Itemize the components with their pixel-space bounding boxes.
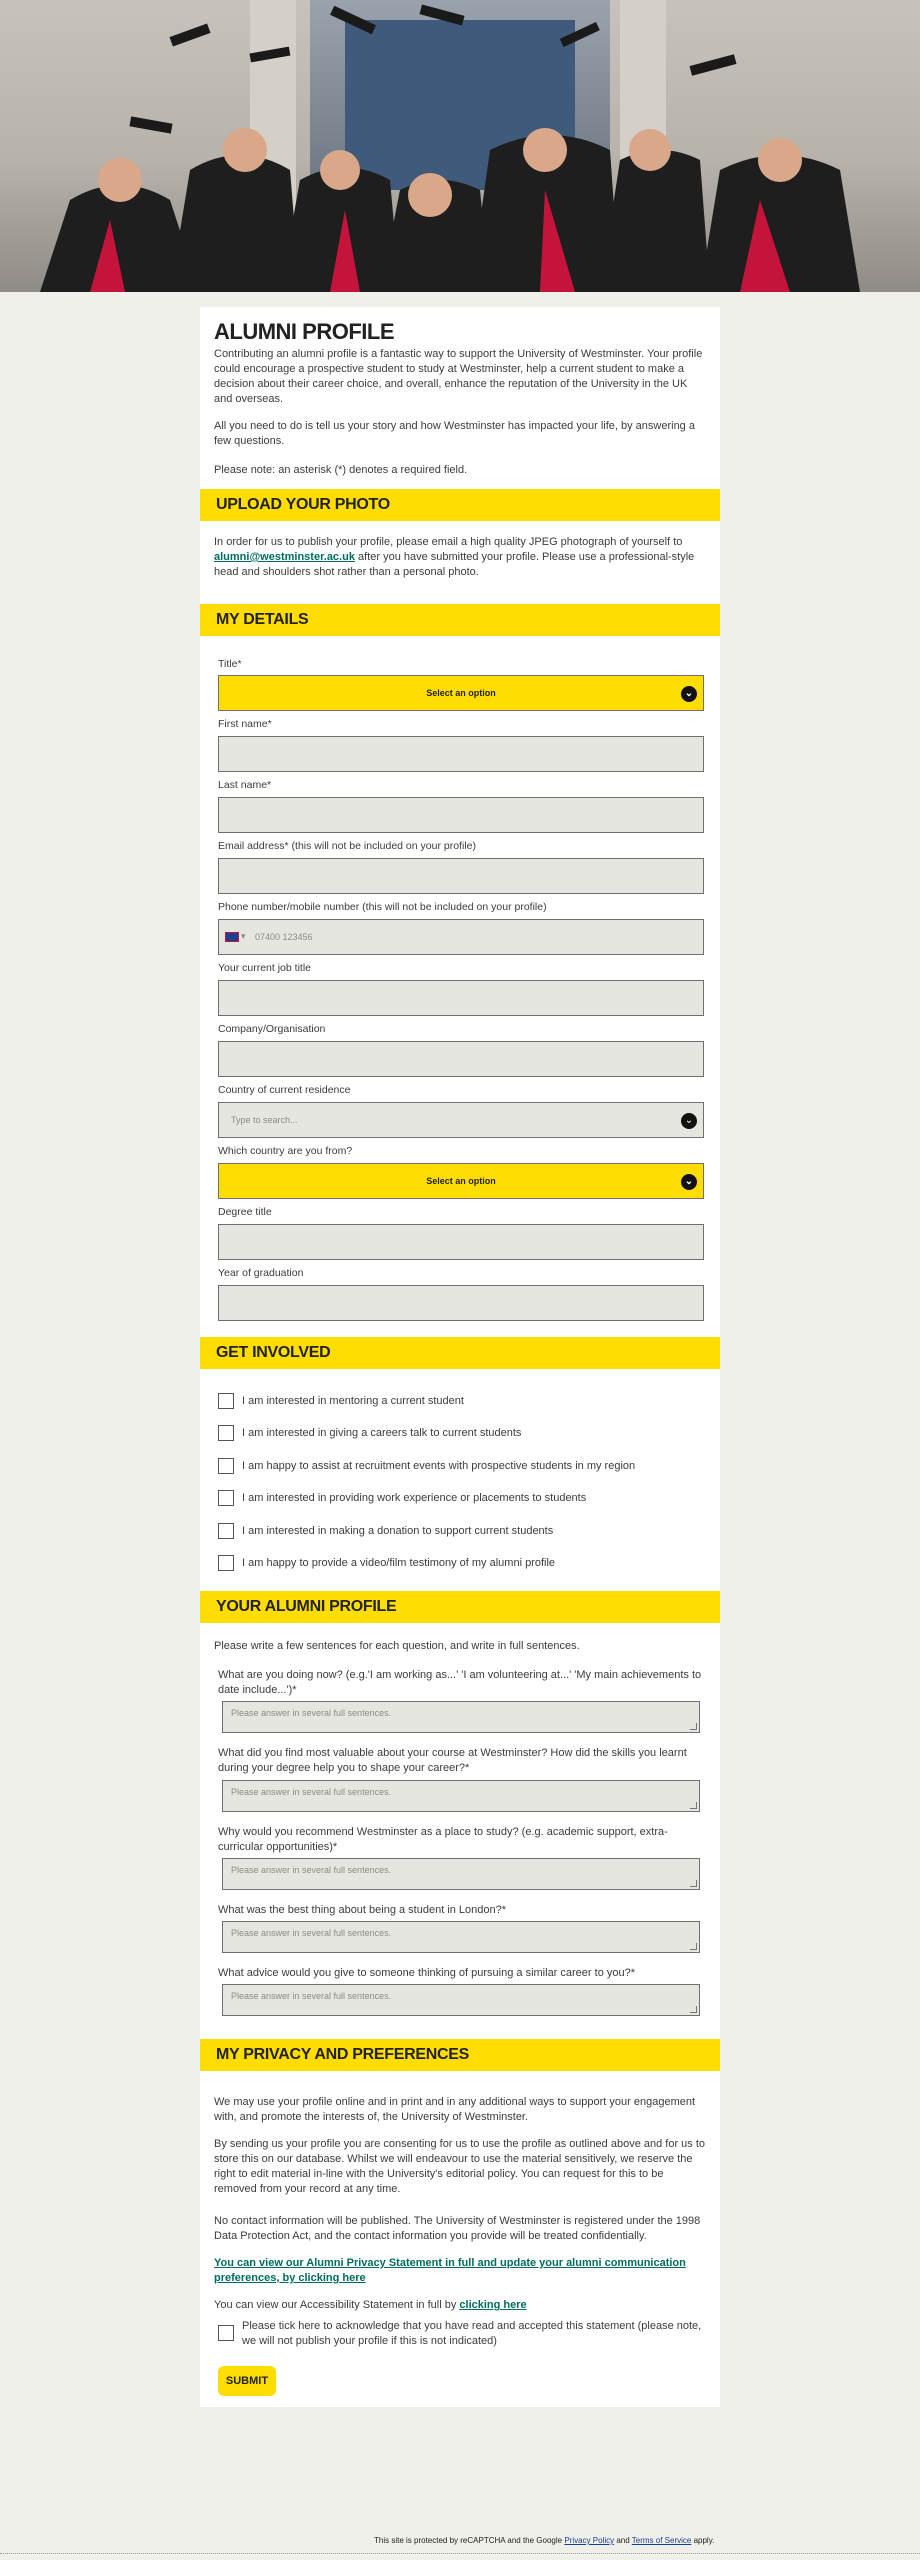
- consent-checkbox[interactable]: [218, 2325, 234, 2341]
- chevron-down-icon: ⌄: [681, 686, 697, 702]
- checkbox-work-experience[interactable]: [218, 1490, 234, 1506]
- accessibility-link[interactable]: clicking here: [459, 2299, 527, 2311]
- upload-heading: UPLOAD YOUR PHOTO: [200, 489, 720, 521]
- page-title: ALUMNI PROFILE: [214, 319, 394, 344]
- question-5: What advice would you give to someone thinking of pursuing a similar career to you?*: [218, 1967, 636, 1979]
- question-2: What did you find most valuable about your course at Westminster? How did the skills you learnt during your degree help you to shape your career?*: [218, 1747, 687, 1774]
- graduates-illustration: [0, 0, 920, 292]
- hero-image: [0, 0, 920, 292]
- recaptcha-notice: This site is protected by reCAPTCHA and the Google Privacy Policy and Terms of Service apply.: [374, 2536, 715, 2545]
- phone-label: Phone number/mobile number (this will not be included on your profile): [218, 901, 547, 913]
- country-from-label: Which country are you from?: [218, 1145, 353, 1157]
- privacy-para-2: By sending us your profile you are consenting for us to use the profile as outlined above and for us to store this on our database. Whilst we will endeavour to use the material sensitively, we reserve the right to edit material in-line with the University's editorial policy. You can request for this to be removed from your record at any time.: [214, 2138, 706, 2195]
- company-field[interactable]: [218, 1041, 704, 1077]
- year-field[interactable]: [218, 1285, 704, 1321]
- upload-instructions: In order for us to publish your profile, please email a high quality JPEG photograph of yourself to alumni@westminster.ac.uk after you have submitted your profile. Please use a professional-style head and shoulders shot rather than a personal photo.: [214, 536, 695, 578]
- answer-4-textarea[interactable]: Please answer in several full sentences.: [222, 1921, 700, 1953]
- uk-flag-icon[interactable]: [225, 932, 239, 942]
- checkbox-donation[interactable]: [218, 1523, 234, 1539]
- terms-link[interactable]: Terms of Service: [631, 2536, 692, 2545]
- job-label: Your current job title: [218, 962, 311, 974]
- title-select[interactable]: Select an option ⌄: [218, 675, 704, 711]
- degree-field[interactable]: [218, 1224, 704, 1260]
- alumni-email-link[interactable]: alumni@westminster.ac.uk: [214, 551, 355, 563]
- submit-button[interactable]: SUBMIT: [218, 2366, 276, 2396]
- checkbox-label: I am happy to assist at recruitment events with prospective students in my region: [242, 1460, 636, 1472]
- checkbox-label: I am interested in giving a careers talk to current students: [242, 1427, 522, 1439]
- degree-label: Degree title: [218, 1206, 272, 1218]
- question-3: Why would you recommend Westminster as a place to study? (e.g. academic support, extra-curricular opportunities)*: [218, 1826, 668, 1853]
- required-note: Please note: an asterisk (*) denotes a required field.: [214, 464, 468, 476]
- country-from-select[interactable]: Select an option ⌄: [218, 1163, 704, 1199]
- job-title-field[interactable]: [218, 980, 704, 1016]
- alumni-form-card: [200, 307, 720, 2407]
- privacy-policy-link[interactable]: Privacy Policy: [564, 2536, 615, 2545]
- first-name-field[interactable]: [218, 736, 704, 772]
- checkbox-label: I am interested in providing work experience or placements to students: [242, 1492, 587, 1504]
- last-name-label: Last name*: [218, 779, 272, 791]
- year-label: Year of graduation: [218, 1267, 304, 1279]
- privacy-para-1: We may use your profile online and in print and in any additional ways to support your engagement with, and promote the interests of, the University of Westminster.: [214, 2096, 696, 2123]
- chevron-down-icon: ⌄: [681, 1113, 697, 1129]
- answer-1-textarea[interactable]: Please answer in several full sentences.: [222, 1701, 700, 1733]
- checkbox-recruitment[interactable]: [218, 1458, 234, 1474]
- intro-paragraph: Contributing an alumni profile is a fantastic way to support the University of Westminster. Your profile could encourage a prospective student to study at Westminster, help a current student to make a decision about their career choice, and overall, enhance the reputation of the University in the UK and overseas.: [214, 348, 703, 405]
- question-1: What are you doing now? (e.g.'I am working as...' 'I am volunteering at...' 'My main achievements to date include...')*: [218, 1669, 702, 1696]
- checkbox-label: I am happy to provide a video/film testimony of my alumni profile: [242, 1557, 556, 1569]
- email-field[interactable]: [218, 858, 704, 894]
- chevron-down-icon: ⌄: [681, 1174, 697, 1190]
- profile-heading: YOUR ALUMNI PROFILE: [200, 1591, 720, 1623]
- answer-2-textarea[interactable]: Please answer in several full sentences.: [222, 1780, 700, 1812]
- accessibility-paragraph: You can view our Accessibility Statement in full by clicking here: [214, 2299, 527, 2311]
- last-name-field[interactable]: [218, 797, 704, 833]
- privacy-heading: MY PRIVACY AND PREFERENCES: [200, 2039, 720, 2071]
- email-label: Email address* (this will not be included on your profile): [218, 840, 476, 852]
- flag-dropdown-icon[interactable]: ▾: [241, 931, 246, 941]
- checkbox-label: I am interested in mentoring a current student: [242, 1395, 464, 1407]
- phone-field[interactable]: [218, 919, 704, 955]
- answer-5-textarea[interactable]: Please answer in several full sentences.: [222, 1984, 700, 2016]
- first-name-label: First name*: [218, 718, 272, 730]
- privacy-statement-paragraph: [214, 2256, 706, 2286]
- residence-placeholder: Type to search...: [231, 1115, 298, 1125]
- company-label: Company/Organisation: [218, 1023, 326, 1035]
- checkbox-label: I am interested in making a donation to support current students: [242, 1525, 554, 1537]
- title-label: Title*: [218, 658, 242, 670]
- residence-search[interactable]: [218, 1102, 704, 1138]
- privacy-para-3: No contact information will be published. The University of Westminster is registered under the 1998 Data Protection Act, and the contact information you provide will be treated confidentially.: [214, 2215, 701, 2242]
- intro-paragraph-2: All you need to do is tell us your story and how Westminster has impacted your life, by answering a few questions.: [214, 420, 695, 447]
- question-4: What was the best thing about being a student in London?*: [218, 1904, 507, 1916]
- footer-divider: [0, 2553, 920, 2554]
- involved-heading: GET INVOLVED: [200, 1337, 720, 1369]
- checkbox-careers-talk[interactable]: [218, 1425, 234, 1441]
- residence-label: Country of current residence: [218, 1084, 351, 1096]
- details-heading: MY DETAILS: [200, 604, 720, 636]
- profile-intro: Please write a few sentences for each question, and write in full sentences.: [214, 1640, 580, 1652]
- consent-label: Please tick here to acknowledge that you have read and accepted this statement (please note, we will not publish your profile if this is not indicated): [242, 2320, 702, 2347]
- checkbox-video[interactable]: [218, 1555, 234, 1571]
- phone-placeholder: 07400 123456: [255, 932, 313, 942]
- checkbox-mentoring[interactable]: [218, 1393, 234, 1409]
- answer-3-textarea[interactable]: Please answer in several full sentences.: [222, 1858, 700, 1890]
- privacy-statement-link[interactable]: You can view our Alumni Privacy Statement in full and update your alumni communication preferences, by clicking here: [214, 2257, 686, 2284]
